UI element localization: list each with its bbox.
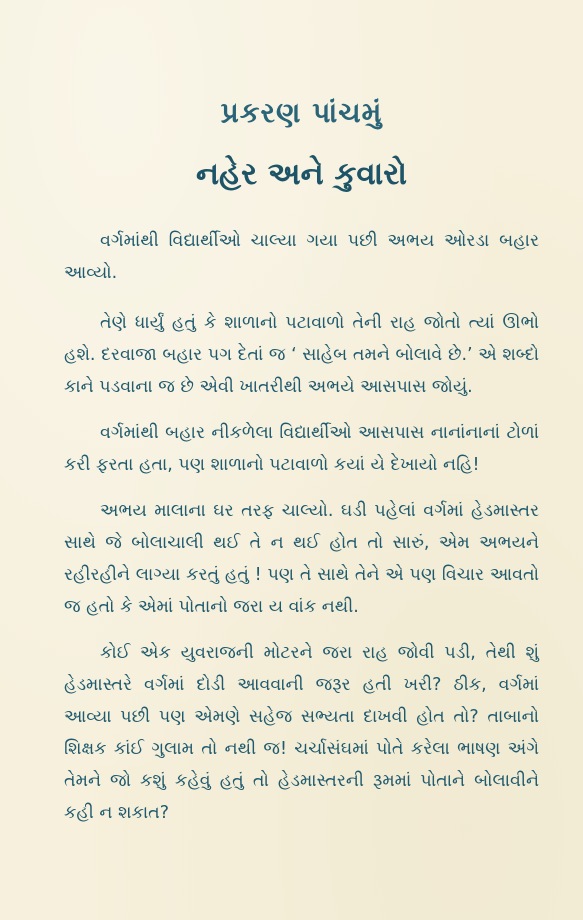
paragraph-2: તેણે ધાર્યું હતું કે શાળાનો પટાવાળો તેની રાહ જોતો ત્યાં ઊભો હશે. દરવાજા બહાર પગ દેતાં જ ‘ સાહેબ તમને બોલાવે છે.’ એ શબ્દો કાને પડવાના જ છે એવી ખાતરીથી અભયે આસપાસ જોયું. (64, 313, 539, 397)
chapter-title: નહેર અને કુવારો (195, 156, 408, 192)
paragraph-1: વર્ગમાંથી વિદ્યાર્થીઓ ચાલ્યા ગયા પછી અભય ઓરડા બહાર આવ્યો. (64, 231, 539, 283)
paragraph-4: અભય માલાના ઘર તરફ ચાલ્યો. ઘડી પહેલાં વર્ગમાં હેડમાસ્તર સાથે જે બોલાચાલી થઈ તે ન થઈ હોત તો સારું, એમ અભયને રહીરહીને લાગ્યા કરતું હતું ! પણ તે સાથે તેને એ પણ વિચાર આવતો જ હતો કે એમાં પોતાનો જરા ય વાંક નથી. (64, 501, 539, 617)
paragraph-3: વર્ગમાંથી બહાર નીકળેલા વિદ્યાર્થીઓ આસપાસ નાનાંનાનાં ટોળાં કરી ફરતા હતા, પણ શાળાનો પટાવાળો કયાં યે દેખાયો નહિ! (64, 423, 539, 475)
chapter-heading: પ્રકરણ પાંચમું (220, 96, 383, 129)
paragraph-5: કોઈ એક યુવરાજની મોટરને જરા રાહ જોવી પડી, તેથી શું હેડમાસ્તરે વર્ગમાં દોડી આવવાની જરૂર હતી ખરી? ઠીક, વર્ગમાં આવ્યા પછી પણ એમણે સહેજ સભ્યતા દાખવી હોત તો? તાબાનો શિક્ષક કાંઈ ગુલામ તો નથી જ! ચર્ચાસંઘમાં પોતે કરેલા ભાષણ અંગે તેમને જો કશું કહેવું હતું તો હેડમાસ્તરની રૂમમાં પોતાને બોલાવીને કહી ન શકાત? (64, 643, 539, 823)
